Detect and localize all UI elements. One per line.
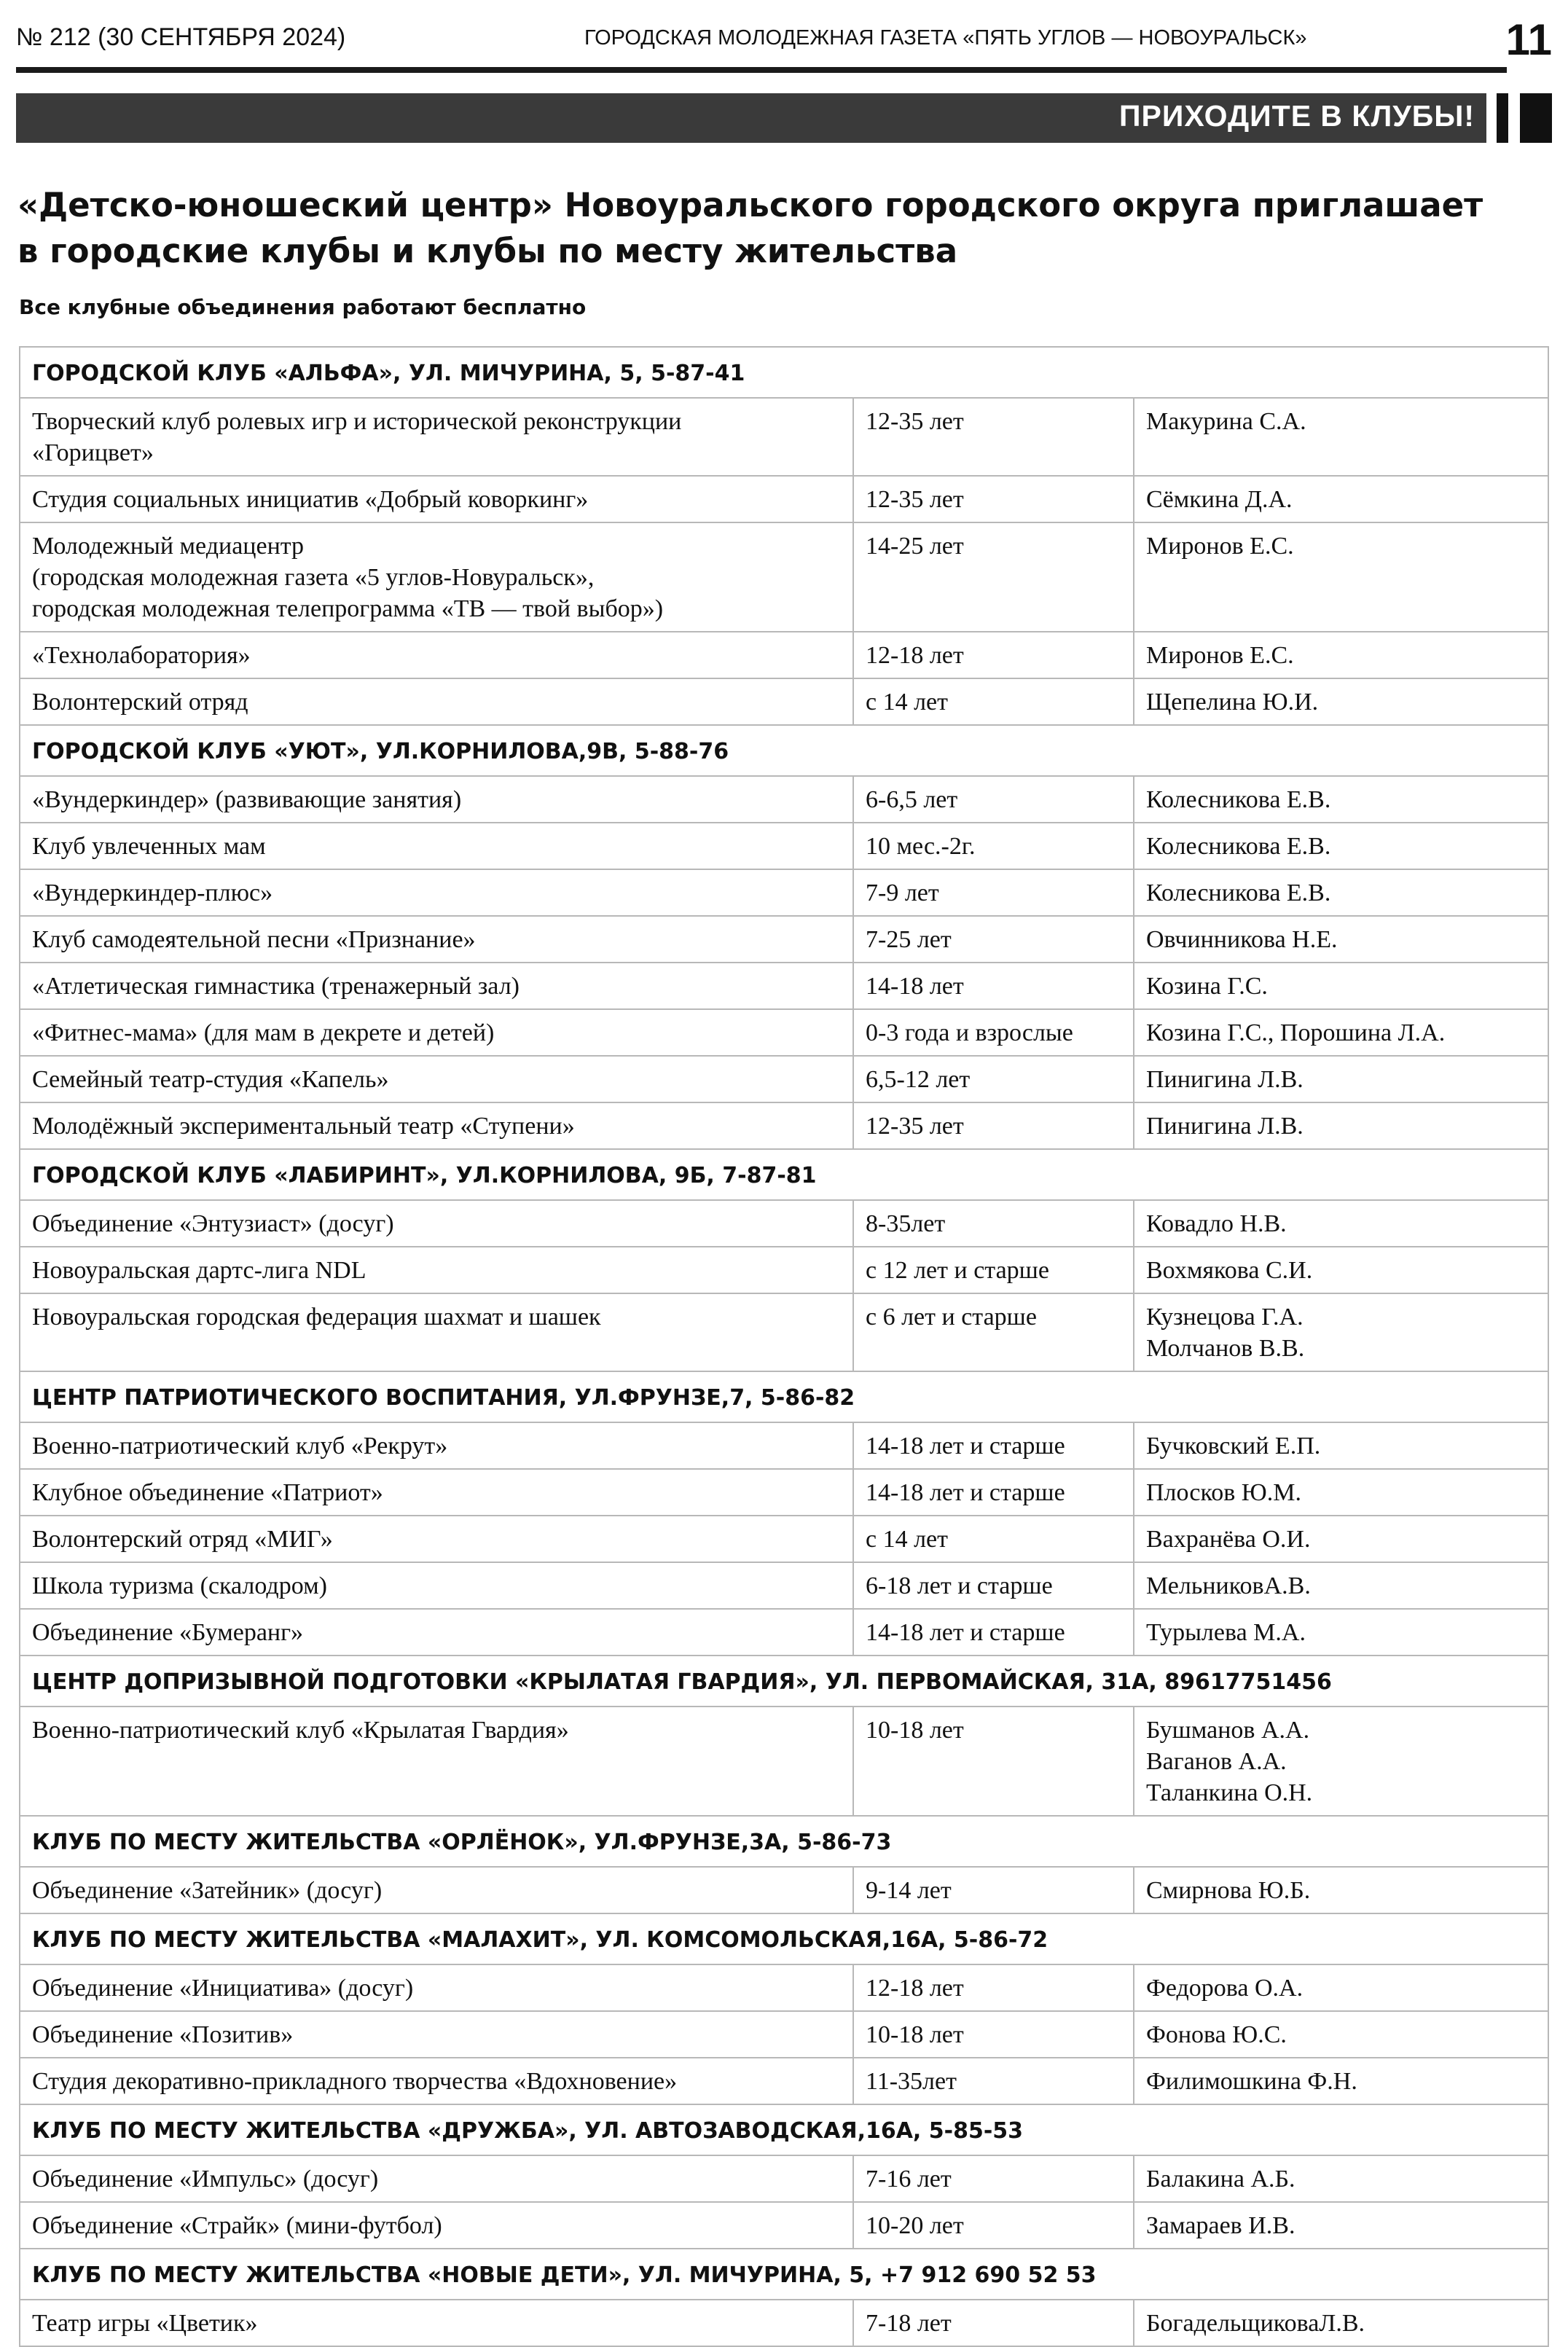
club-section-header-row (20, 2249, 1548, 2300)
leader-cell (1134, 1009, 1548, 1056)
leader-cell (1134, 1867, 1548, 1913)
activity-name-cell (20, 522, 853, 632)
activity-name-cell (20, 1200, 853, 1247)
newspaper-title: ГОРОДСКАЯ МОЛОДЕЖНАЯ ГАЗЕТА «ПЯТЬ УГЛОВ — НОВОУРАЛЬСК» (584, 26, 1307, 50)
leader-name: Ваганов А.А. (1146, 1748, 1287, 1775)
table-row (20, 1867, 1548, 1913)
activity-name: Клуб увлеченных мам (32, 833, 266, 860)
club-section-header-row (20, 2104, 1548, 2155)
leader-name: Федорова О.А. (1146, 1975, 1304, 2002)
leader-cell (1134, 2300, 1548, 2346)
club-section-header: ГОРОДСКОЙ КЛУБ «УЮТ», УЛ.КОРНИЛОВА,9В, 5-88-76 (20, 725, 1548, 776)
activity-name-cell (20, 916, 853, 963)
masthead-rule (16, 67, 1507, 73)
issue-number: № 212 (30 СЕНТЯБРЯ 2024) (16, 23, 346, 51)
age-range: 6,5-12 лет (853, 1056, 1134, 1102)
leader-name: Колесникова Е.В. (1146, 786, 1331, 813)
leader-name: Сёмкина Д.А. (1146, 486, 1293, 513)
activity-name-cell (20, 2202, 853, 2249)
leader-name: Макурина С.А. (1146, 408, 1306, 435)
table-row (20, 678, 1548, 725)
activity-name-cell (20, 869, 853, 916)
leader-cell (1134, 2202, 1548, 2249)
activity-name: Объединение «Затейник» (досуг) (32, 1877, 383, 1904)
activity-name-cell (20, 1009, 853, 1056)
table-row (20, 1102, 1548, 1149)
age-range: 7-16 лет (853, 2155, 1134, 2202)
table-row (20, 2011, 1548, 2058)
leader-name: Овчинникова Н.Е. (1146, 926, 1338, 953)
table-row (20, 2300, 1548, 2346)
age-range: 12-35 лет (853, 476, 1134, 522)
clubs-table-body (20, 347, 1548, 2346)
leader-name: Вахранёва О.И. (1146, 1526, 1311, 1553)
age-range: с 12 лет и старше (853, 1247, 1134, 1293)
table-row (20, 1247, 1548, 1293)
leader-cell (1134, 1102, 1548, 1149)
club-section-header-row (20, 347, 1548, 398)
age-range: 14-18 лет (853, 963, 1134, 1009)
leader-name: Молчанов В.В. (1146, 1335, 1305, 1362)
headline-line: «Детско-юношеский центр» Новоуральского городского округа приглашает (17, 186, 1483, 224)
club-section-header: ЦЕНТР ПАТРИОТИЧЕСКОГО ВОСПИТАНИЯ, УЛ.ФРУНЗЕ,7, 5-86-82 (20, 1371, 1548, 1422)
age-range: 9-14 лет (853, 1867, 1134, 1913)
activity-name-cell (20, 398, 853, 476)
age-range: 10 мес.-2г. (853, 823, 1134, 869)
age-range: 10-18 лет (853, 1707, 1134, 1816)
age-range: 10-20 лет (853, 2202, 1134, 2249)
leader-cell (1134, 963, 1548, 1009)
club-section-header: КЛУБ ПО МЕСТУ ЖИТЕЛЬСТВА «МАЛАХИТ», УЛ. КОМСОМОЛЬСКАЯ,16А, 5-86-72 (20, 1913, 1548, 1964)
leader-name: Козина Г.С., Порошина Л.А. (1146, 1019, 1446, 1046)
activity-name: «Вундеркиндер-плюс» (32, 879, 273, 906)
leader-cell (1134, 1964, 1548, 2011)
leader-cell (1134, 1422, 1548, 1469)
age-range: 14-18 лет и старше (853, 1609, 1134, 1656)
activity-name: Военно-патриотический клуб «Рекрут» (32, 1433, 448, 1459)
table-row (20, 1609, 1548, 1656)
leader-name: Филимошкина Ф.Н. (1146, 2068, 1357, 2095)
leader-cell (1134, 2155, 1548, 2202)
activity-name-cell (20, 2058, 853, 2104)
leader-name: Турылева М.А. (1146, 1619, 1306, 1646)
activity-name-cell (20, 823, 853, 869)
section-banner (16, 93, 1486, 143)
activity-name: Молодежный медиацентр (32, 533, 305, 560)
activity-name: Молодёжный экспериментальный театр «Ступени» (32, 1113, 575, 1140)
leader-name: МельниковА.В. (1146, 1572, 1311, 1599)
club-section-header-row (20, 1913, 1548, 1964)
leader-cell (1134, 776, 1548, 823)
age-range: 14-18 лет и старше (853, 1469, 1134, 1516)
banner-text: ПРИХОДИТЕ В КЛУБЫ! (1119, 99, 1475, 133)
table-row (20, 963, 1548, 1009)
activity-name-cell (20, 1867, 853, 1913)
leader-name: Пинигина Л.В. (1146, 1066, 1304, 1093)
activity-name-cell (20, 1422, 853, 1469)
activity-name: Творческий клуб ролевых игр и исторической реконструкции (32, 408, 682, 435)
age-range: 7-18 лет (853, 2300, 1134, 2346)
leader-name: Смирнова Ю.Б. (1146, 1877, 1311, 1904)
age-range: 10-18 лет (853, 2011, 1134, 2058)
activity-name: Объединение «Позитив» (32, 2021, 294, 2048)
table-row (20, 1562, 1548, 1609)
masthead (16, 16, 1552, 67)
leader-cell (1134, 522, 1548, 632)
club-section-header-row (20, 1371, 1548, 1422)
activity-name: Театр игры «Цветик» (32, 2310, 258, 2337)
table-row (20, 632, 1548, 678)
activity-name-cell (20, 1516, 853, 1562)
club-section-header: ГОРОДСКОЙ КЛУБ «ЛАБИРИНТ», УЛ.КОРНИЛОВА, 9Б, 7-87-81 (20, 1149, 1548, 1200)
club-section-header: КЛУБ ПО МЕСТУ ЖИТЕЛЬСТВА «НОВЫЕ ДЕТИ», УЛ. МИЧУРИНА, 5, +7 912 690 52 53 (20, 2249, 1548, 2300)
table-row (20, 2202, 1548, 2249)
activity-name: «Фитнес-мама» (для мам в декрете и детей) (32, 1019, 495, 1046)
age-range: 0-3 года и взрослые (853, 1009, 1134, 1056)
activity-name: Волонтерский отряд (32, 689, 248, 716)
activity-name: «Горицвет» (32, 439, 154, 466)
age-range: с 14 лет (853, 678, 1134, 725)
leader-name: Колесникова Е.В. (1146, 833, 1331, 860)
activity-name-cell (20, 1964, 853, 2011)
leader-name: Миронов Е.С. (1146, 642, 1294, 669)
leader-name: Щепелина Ю.И. (1146, 689, 1319, 716)
activity-name: Объединение «Энтузиаст» (досуг) (32, 1210, 394, 1237)
age-range: 12-35 лет (853, 398, 1134, 476)
leader-cell (1134, 1056, 1548, 1102)
club-section-header: ЦЕНТР ДОПРИЗЫВНОЙ ПОДГОТОВКИ «КРЫЛАТАЯ ГВАРДИЯ», УЛ. ПЕРВОМАЙСКАЯ, 31А, 89617751456 (20, 1656, 1548, 1707)
age-range: с 14 лет (853, 1516, 1134, 1562)
page-number: 11 (1505, 15, 1552, 64)
club-section-header-row (20, 1149, 1548, 1200)
age-range: 8-35лет (853, 1200, 1134, 1247)
leader-cell (1134, 1247, 1548, 1293)
leader-cell (1134, 678, 1548, 725)
activity-name: Объединение «Страйк» (мини-футбол) (32, 2212, 442, 2239)
activity-name-cell (20, 963, 853, 1009)
leader-cell (1134, 398, 1548, 476)
leader-name: Кузнецова Г.А. (1146, 1304, 1304, 1331)
leader-cell (1134, 916, 1548, 963)
age-range: 11-35лет (853, 2058, 1134, 2104)
leader-name: Миронов Е.С. (1146, 533, 1294, 560)
activity-name: Новоуральская городская федерация шахмат и шашек (32, 1304, 601, 1331)
leader-name: Таланкина О.Н. (1146, 1779, 1313, 1806)
table-row (20, 776, 1548, 823)
leader-cell (1134, 1293, 1548, 1371)
table-row (20, 522, 1548, 632)
activity-name-cell (20, 1469, 853, 1516)
age-range: 6-18 лет и старше (853, 1562, 1134, 1609)
leader-cell (1134, 823, 1548, 869)
activity-name-cell (20, 632, 853, 678)
activity-name-cell (20, 2155, 853, 2202)
table-row (20, 1422, 1548, 1469)
table-row (20, 1056, 1548, 1102)
leader-cell (1134, 2058, 1548, 2104)
leader-name: Пинигина Л.В. (1146, 1113, 1304, 1140)
activity-name: «Технолаборатория» (32, 642, 251, 669)
activity-name: Волонтерский отряд «МИГ» (32, 1526, 333, 1553)
activity-name-cell (20, 2300, 853, 2346)
activity-name-cell (20, 1707, 853, 1816)
leader-cell (1134, 1562, 1548, 1609)
leader-cell (1134, 1516, 1548, 1562)
activity-name: Новоуральская дартс-лига NDL (32, 1257, 366, 1284)
activity-name-cell (20, 1247, 853, 1293)
table-row (20, 916, 1548, 963)
article-headline (17, 182, 1548, 274)
leader-cell (1134, 1469, 1548, 1516)
leader-name: Козина Г.С. (1146, 973, 1268, 1000)
activity-name: Клуб самодеятельной песни «Признание» (32, 926, 476, 953)
table-row (20, 1469, 1548, 1516)
activity-name-cell (20, 678, 853, 725)
table-row (20, 476, 1548, 522)
activity-name: Клубное объединение «Патриот» (32, 1479, 383, 1506)
leader-name: Бушманов А.А. (1146, 1717, 1310, 1744)
activity-name: Военно-патриотический клуб «Крылатая Гвардия» (32, 1717, 569, 1744)
activity-name-cell (20, 1102, 853, 1149)
activity-name: Семейный театр-студия «Капель» (32, 1066, 389, 1093)
banner-block (1520, 93, 1552, 143)
banner-block (1497, 93, 1508, 143)
leader-cell (1134, 1200, 1548, 1247)
table-row (20, 1516, 1548, 1562)
activity-name: городская молодежная телепрограмма «ТВ — твой выбор») (32, 595, 664, 622)
activity-name-cell (20, 2011, 853, 2058)
leader-name: Бучковский Е.П. (1146, 1433, 1321, 1459)
leader-cell (1134, 869, 1548, 916)
age-range: 7-9 лет (853, 869, 1134, 916)
activity-name: Объединение «Импульс» (досуг) (32, 2166, 379, 2193)
table-row (20, 1200, 1548, 1247)
leader-cell (1134, 1609, 1548, 1656)
table-row (20, 2155, 1548, 2202)
activity-name-cell (20, 1609, 853, 1656)
leader-name: Балакина А.Б. (1146, 2166, 1295, 2193)
club-section-header: КЛУБ ПО МЕСТУ ЖИТЕЛЬСТВА «ДРУЖБА», УЛ. АВТОЗАВОДСКАЯ,16А, 5-85-53 (20, 2104, 1548, 2155)
club-section-header-row (20, 1816, 1548, 1867)
article-subheading: Все клубные объединения работают бесплатно (19, 295, 587, 319)
table-row (20, 398, 1548, 476)
activity-name: (городская молодежная газета «5 углов-Новуральск», (32, 564, 595, 591)
activity-name-cell (20, 1056, 853, 1102)
clubs-table (19, 346, 1549, 2347)
club-section-header-row (20, 725, 1548, 776)
leader-name: Ковадло Н.В. (1146, 1210, 1287, 1237)
table-row (20, 1009, 1548, 1056)
table-row (20, 2058, 1548, 2104)
activity-name-cell (20, 1562, 853, 1609)
leader-cell (1134, 2011, 1548, 2058)
age-range: 12-18 лет (853, 632, 1134, 678)
leader-cell (1134, 476, 1548, 522)
leader-name: Фонова Ю.С. (1146, 2021, 1287, 2048)
table-row (20, 823, 1548, 869)
activity-name: Объединение «Инициатива» (досуг) (32, 1975, 414, 2002)
club-section-header-row (20, 1656, 1548, 1707)
age-range: 12-35 лет (853, 1102, 1134, 1149)
table-row (20, 1707, 1548, 1816)
activity-name: Школа туризма (скалодром) (32, 1572, 327, 1599)
age-range: 14-18 лет и старше (853, 1422, 1134, 1469)
activity-name-cell (20, 476, 853, 522)
table-row (20, 1293, 1548, 1371)
club-section-header: КЛУБ ПО МЕСТУ ЖИТЕЛЬСТВА «ОРЛЁНОК», УЛ.ФРУНЗЕ,3А, 5-86-73 (20, 1816, 1548, 1867)
age-range: 14-25 лет (853, 522, 1134, 632)
leader-cell (1134, 632, 1548, 678)
activity-name: «Вундеркиндер» (развивающие занятия) (32, 786, 462, 813)
activity-name: Объединение «Бумеранг» (32, 1619, 304, 1646)
leader-name: БогадельщиковаЛ.В. (1146, 2310, 1365, 2337)
leader-cell (1134, 1707, 1548, 1816)
table-row (20, 1964, 1548, 2011)
activity-name: «Атлетическая гимнастика (тренажерный зал) (32, 973, 520, 1000)
leader-name: Колесникова Е.В. (1146, 879, 1331, 906)
age-range: с 6 лет и старше (853, 1293, 1134, 1371)
age-range: 7-25 лет (853, 916, 1134, 963)
leader-name: Вохмякова С.И. (1146, 1257, 1313, 1284)
leader-name: Замараев И.В. (1146, 2212, 1295, 2239)
activity-name: Студия социальных инициатив «Добрый коворкинг» (32, 486, 589, 513)
activity-name-cell (20, 776, 853, 823)
table-row (20, 869, 1548, 916)
leader-name: Плосков Ю.М. (1146, 1479, 1301, 1506)
activity-name: Студия декоративно-прикладного творчества «Вдохновение» (32, 2068, 678, 2095)
activity-name-cell (20, 1293, 853, 1371)
age-range: 12-18 лет (853, 1964, 1134, 2011)
age-range: 6-6,5 лет (853, 776, 1134, 823)
club-section-header: ГОРОДСКОЙ КЛУБ «АЛЬФА», УЛ. МИЧУРИНА, 5, 5-87-41 (20, 347, 1548, 398)
headline-line: в городские клубы и клубы по месту жительства (17, 232, 958, 270)
